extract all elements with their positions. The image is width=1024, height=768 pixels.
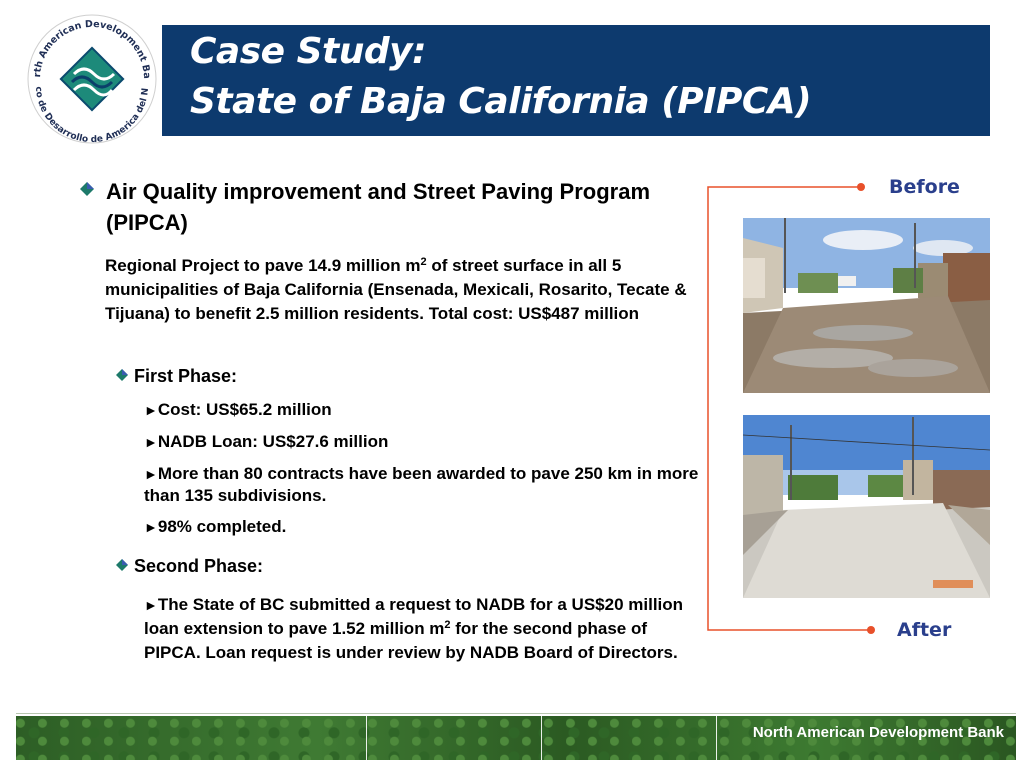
second-phase-text-1: The State of BC submitted a request to NADB for a US$20 million loan extension to pave 1.52 million m	[144, 595, 684, 638]
second-phase-label: Second Phase:	[134, 556, 264, 576]
first-phase-heading	[116, 366, 237, 387]
first-phase-label: First Phase:	[134, 366, 238, 386]
second-phase-sup: 2	[444, 619, 451, 631]
after-label: After	[897, 619, 952, 641]
arrow-right-icon: ►	[144, 434, 158, 450]
footer-separator	[366, 716, 367, 760]
title-line-2: State of Baja California (PIPCA)	[190, 81, 812, 122]
description-part-1: Regional Project to pave 14.9 million m	[105, 256, 421, 275]
logo-ring-text-en: rth American Development Ba	[31, 18, 153, 80]
first-phase-item-text: Cost: US$65.2 million	[157, 400, 332, 419]
first-phase-item	[144, 431, 704, 453]
after-street-photo	[743, 415, 990, 598]
logo-ring-text-es: co de Desarrollo de America del N	[32, 86, 152, 144]
first-phase-item	[144, 463, 704, 506]
footer-bar	[16, 716, 1016, 760]
diamond-bullet-icon	[80, 180, 94, 198]
arrow-right-icon: ►	[144, 597, 158, 613]
second-phase-text-2: for the second phase of PIPCA. Loan request is under review by NADB Board of Directors.	[144, 619, 678, 662]
before-street-photo	[743, 218, 990, 393]
arrow-right-icon: ►	[144, 402, 158, 418]
arrow-right-icon: ►	[144, 466, 158, 482]
arrow-right-icon: ►	[144, 519, 158, 535]
footer-divider	[16, 713, 1016, 714]
first-phase-item-text: 98% completed.	[157, 517, 287, 536]
diamond-bullet-icon	[116, 369, 128, 381]
second-phase-item	[144, 593, 704, 665]
main-bullet-text: Air Quality improvement and Street Paving Program (PIPCA)	[106, 179, 651, 235]
first-phase-item-text: More than 80 contracts have been awarded to pave 250 km in more than 135 subdivisions.	[144, 464, 699, 505]
nadb-logo	[22, 14, 162, 144]
first-phase-item-text: NADB Loan: US$27.6 million	[157, 432, 389, 451]
first-phase-item	[144, 516, 704, 538]
project-description	[105, 254, 705, 326]
first-phase-item	[144, 399, 704, 421]
description-part-2: of street surface in all 5 municipalities of Baja California (Ensenada, Mexicali, Rosarito, Tecate & Tijuana) to benefit 2.5 million residents. Total cost: US$487 million	[105, 256, 687, 323]
before-label: Before	[889, 176, 960, 198]
footer-separator	[541, 716, 542, 760]
second-phase-heading	[116, 556, 263, 577]
description-sup: 2	[420, 256, 427, 268]
footer-separator	[716, 716, 717, 760]
footer-bank-name: North American Development Bank	[752, 724, 1004, 741]
title-banner	[162, 25, 990, 136]
diamond-bullet-icon	[116, 559, 128, 571]
title-line-1: Case Study:	[190, 31, 426, 72]
